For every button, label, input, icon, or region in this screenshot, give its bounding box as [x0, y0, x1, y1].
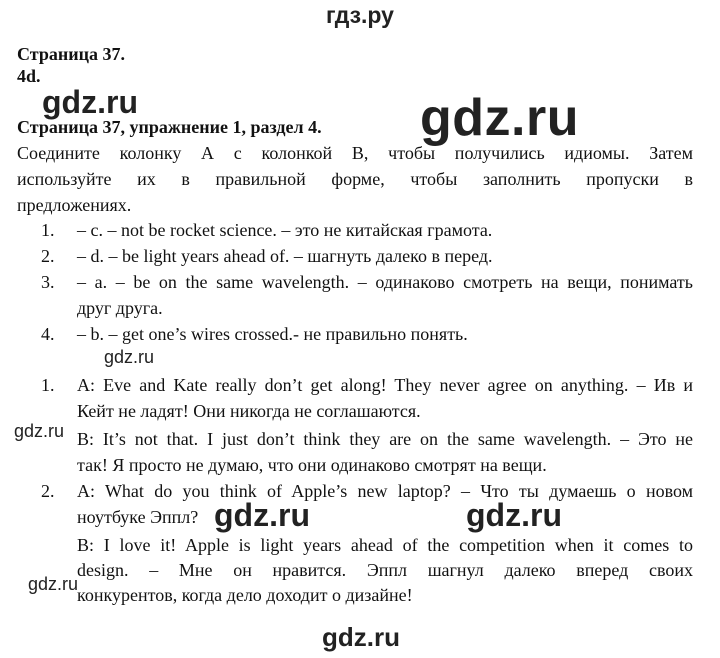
sentence-text: B: It’s not that. I just don’t think they are on the same wavelength. – Это не: [77, 429, 693, 449]
sentence-number: 1.: [41, 375, 55, 395]
watermark: gdz.ru: [214, 497, 310, 533]
sentence-text: A: Eve and Kate really don’t get along! They never agree on anything. – Ив и: [77, 375, 693, 395]
task-text-line: используйте их в правильной форме, чтобы заполнить пропуски в: [17, 169, 693, 189]
watermark: gdz.ru: [14, 421, 65, 441]
sentence-number: 2.: [41, 481, 55, 501]
answer-text: друг друга.: [77, 298, 163, 318]
watermark: gdz.ru: [466, 497, 562, 533]
answer-text: – с. – not be rocket science. – это не китайская грамота.: [77, 220, 493, 240]
task-text-line: Соедините колонку А с колонкой В, чтобы получились идиомы. Затем: [17, 143, 693, 163]
section-heading: 4d.: [17, 66, 41, 86]
sentence-text: так! Я просто не думаю, что они одинаково смотрят на вещи.: [77, 455, 547, 475]
sentence-text: B: I love it! Apple is light years ahead of the competition when it comes to: [77, 535, 693, 555]
answer-text: – d. – be light years ahead of. – шагнуть далеко в перед.: [77, 246, 493, 266]
answer-number: 1.: [41, 220, 55, 240]
watermark: gdz.ru: [420, 89, 579, 147]
sentence-text: Кейт не ладят! Они никогда не соглашаются.: [77, 401, 421, 421]
watermark: gdz.ru: [104, 347, 155, 367]
answer-number: 3.: [41, 272, 55, 292]
answer-number: 4.: [41, 324, 55, 344]
sentence-text: design. – Мне он нравится. Эппл шагнул далеко вперед своих: [77, 560, 693, 580]
watermark: gdz.ru: [42, 84, 138, 120]
exercise-heading: Страница 37, упражнение 1, раздел 4.: [17, 117, 322, 137]
sentence-text: A: What do you think of Apple’s new laptop? – Что ты думаешь о новом: [77, 481, 693, 501]
site-title: гдз.ру: [326, 2, 394, 28]
answer-number: 2.: [41, 246, 55, 266]
answer-text: – b. – get one’s wires crossed.- не правильно понять.: [77, 324, 468, 344]
sentence-text: ноутбуке Эппл?: [77, 507, 199, 527]
watermark: gdz.ru: [322, 622, 400, 652]
answer-text: – a. – be on the same wavelength. – одинаково смотреть на вещи, понимать: [77, 272, 693, 292]
task-text-line: предложениях.: [17, 195, 132, 215]
watermark: gdz.ru: [28, 574, 79, 594]
page-heading: Страница 37.: [17, 44, 125, 64]
sentence-text: конкурентов, когда дело доходит о дизайне!: [77, 585, 413, 605]
